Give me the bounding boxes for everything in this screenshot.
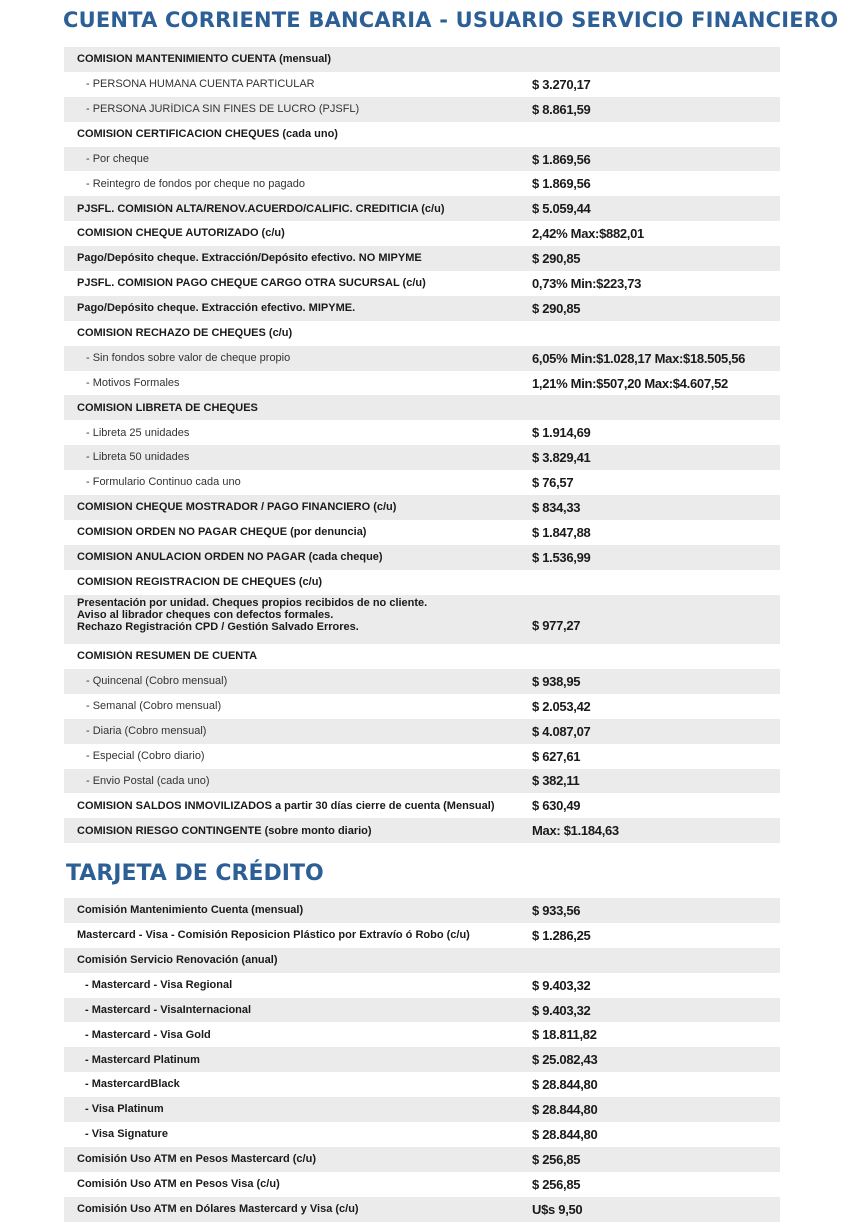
fee-row	[64, 171, 780, 196]
fee-value: 2,42% Max:$882,01	[532, 226, 644, 242]
fee-row	[64, 1197, 780, 1222]
fee-value: $ 938,95	[532, 673, 581, 689]
fee-value: $ 256,85	[532, 1151, 581, 1167]
fee-row	[64, 47, 780, 72]
fee-row	[64, 246, 780, 271]
fee-row	[64, 520, 780, 545]
fee-label: - Semanal (Cobro mensual)	[86, 700, 222, 713]
fee-label: COMISION ORDEN NO PAGAR CHEQUE (por denuncia)	[77, 526, 367, 539]
fee-value: $ 28.844,80	[532, 1126, 598, 1142]
fee-value: $ 382,11	[532, 773, 580, 789]
fee-label: Comisión Uso ATM en Dólares Mastercard y Visa (c/u)	[77, 1202, 359, 1215]
fee-label: - Mastercard Platinum	[85, 1053, 200, 1066]
fee-row	[64, 470, 780, 495]
fee-row	[64, 495, 780, 520]
fee-value: $ 1.286,25	[532, 927, 591, 943]
fee-row	[64, 719, 780, 744]
fee-label: - Libreta 50 unidades	[86, 451, 190, 464]
fee-row	[64, 346, 780, 371]
fee-row	[64, 769, 780, 794]
section-title-cuenta-corriente: CUENTA CORRIENTE BANCARIA - USUARIO SERVICIO FINANCIERO	[63, 8, 839, 32]
fee-value: $ 28.844,80	[532, 1102, 598, 1118]
fee-row	[64, 271, 780, 296]
fee-label: - Mastercard - Visa Gold	[85, 1028, 211, 1041]
fee-label: - Mastercard - Visa Regional	[85, 978, 233, 991]
fee-label: - Sin fondos sobre valor de cheque propio	[86, 351, 291, 364]
fee-value: $ 2.053,42	[532, 698, 591, 714]
fee-label: COMISIÓN RESUMEN DE CUENTA	[77, 650, 258, 663]
fee-label: - Envio Postal (cada uno)	[86, 774, 210, 787]
fee-label: - Motivos Formales	[86, 376, 180, 389]
fee-row	[64, 744, 780, 769]
fee-label: - Visa Platinum	[85, 1103, 164, 1116]
fee-row	[64, 445, 780, 470]
fee-label: - Formulario Continuo cada uno	[86, 476, 241, 489]
fee-label: Comisión Uso ATM en Pesos Visa (c/u)	[77, 1178, 280, 1191]
fee-label: - MastercardBlack	[85, 1078, 180, 1091]
fee-label: COMISION ANULACION ORDEN NO PAGAR (cada cheque)	[77, 551, 383, 564]
fee-value: $ 1.869,56	[532, 176, 591, 192]
fee-row	[64, 72, 780, 97]
fee-value: $ 9.403,32	[532, 1002, 591, 1018]
fee-row	[64, 122, 780, 147]
fee-value: $ 4.087,07	[532, 723, 591, 739]
fee-value: $ 1.914,69	[532, 425, 591, 441]
fee-row	[64, 395, 780, 420]
fee-value: $ 1.869,56	[532, 151, 591, 167]
fee-row	[64, 371, 780, 396]
fee-label: - Mastercard - VisaInternacional	[85, 1003, 252, 1016]
fee-row	[64, 898, 780, 923]
fee-label: Mastercard - Visa - Comisión Reposicion Plástico por Extravío ó Robo (c/u)	[77, 929, 470, 942]
fee-label: Presentación por unidad. Cheques propios recibidos de no cliente. Aviso al librador cheques con defectos formales. Rechazo Registración CPD / Gestión Salvado Errores.	[77, 596, 428, 634]
fee-label: Comisión Uso ATM en Pesos Mastercard (c/u)	[77, 1153, 316, 1166]
fee-value: 0,73% Min:$223,73	[532, 275, 642, 291]
fee-value: 6,05% Min:$1.028,17 Max:$18.505,56	[532, 350, 746, 366]
fee-label: COMISION MANTENIMIENTO CUENTA (mensual)	[77, 53, 332, 66]
fee-value: 1,21% Min:$507,20 Max:$4.607,52	[532, 375, 728, 391]
fee-label: Pago/Depósito cheque. Extracción efectivo. MIPYME.	[77, 302, 356, 315]
fee-label: PJSFL. COMISION PAGO CHEQUE CARGO OTRA SUCURSAL (c/u)	[77, 277, 426, 290]
fee-row	[64, 1072, 780, 1097]
fee-row	[64, 1047, 780, 1072]
fee-row	[64, 570, 780, 595]
fee-label: COMISION CERTIFICACION CHEQUES (cada uno)	[77, 127, 338, 140]
fee-value: $ 18.811,82	[532, 1027, 597, 1043]
fee-row	[64, 147, 780, 172]
fee-row	[64, 1147, 780, 1172]
fee-row	[64, 1022, 780, 1047]
fee-value: Max: $1.184,63	[532, 823, 619, 839]
fee-label: Comisión Mantenimiento Cuenta (mensual)	[77, 904, 304, 917]
fee-row	[64, 221, 780, 246]
fee-value: $ 76,57	[532, 475, 574, 491]
fee-label: - Especial (Cobro diario)	[86, 749, 205, 762]
fee-value: $ 8.861,59	[532, 101, 591, 117]
fee-label: COMISION SALDOS INMOVILIZADOS a partir 30 días cierre de cuenta (Mensual)	[77, 799, 495, 812]
fee-label: - Diaria (Cobro mensual)	[86, 725, 207, 737]
fee-value: $ 1.536,99	[532, 549, 591, 565]
fee-row	[64, 793, 780, 818]
fee-row	[64, 196, 780, 221]
fee-value: $ 834,33	[532, 499, 581, 515]
fee-value: $ 627,61	[532, 748, 581, 764]
fee-value: $ 256,85	[532, 1176, 581, 1192]
fee-value: $ 25.082,43	[532, 1052, 598, 1068]
fee-value: $ 630,49	[532, 798, 581, 814]
fee-row	[64, 420, 780, 445]
fee-row	[64, 694, 780, 719]
fee-row	[64, 948, 780, 973]
fee-label: - Por cheque	[86, 152, 149, 165]
fee-value: $ 5.059,44	[532, 201, 591, 217]
fee-label: - Reintegro de fondos por cheque no pagado	[86, 177, 305, 190]
fee-label: Comisión Servicio Renovación (anual)	[77, 954, 278, 967]
fee-label: COMISION REGISTRACION DE CHEQUES (c/u)	[77, 575, 323, 588]
fee-value: $ 1.847,88	[532, 524, 591, 540]
fee-label: COMISION LIBRETA DE CHEQUES	[77, 401, 258, 414]
fee-row	[64, 1172, 780, 1197]
fee-label: COMISION CHEQUE AUTORIZADO (c/u)	[77, 227, 285, 240]
fee-row	[64, 818, 780, 843]
fee-row	[64, 1122, 780, 1147]
fee-value: $ 290,85	[532, 300, 581, 316]
fee-label: COMISION CHEQUE MOSTRADOR / PAGO FINANCIERO (c/u)	[77, 501, 397, 514]
fee-row	[64, 973, 780, 998]
fee-label: - Libreta 25 unidades	[86, 426, 190, 439]
fee-value: $ 977,27	[532, 617, 581, 633]
fee-row	[64, 669, 780, 694]
fee-label: COMISION RECHAZO DE CHEQUES (c/u)	[77, 327, 293, 340]
fee-row	[64, 1097, 780, 1122]
fee-label: - Quincenal (Cobro mensual)	[86, 675, 228, 688]
fee-row	[64, 644, 780, 669]
fee-value: U$s 9,50	[532, 1201, 583, 1217]
fees-table-cuenta-corriente	[64, 47, 780, 843]
fee-row	[64, 97, 780, 122]
fee-row	[64, 923, 780, 948]
fee-label: - PERSONA HUMANA CUENTA PARTICULAR	[86, 78, 315, 91]
fees-table-tarjeta-credito	[64, 898, 780, 1222]
fee-label: Pago/Depósito cheque. Extracción/Depósito efectivo. NO MIPYME	[77, 252, 422, 265]
fee-value: $ 9.403,32	[532, 977, 591, 993]
fee-value: $ 3.270,17	[532, 76, 591, 92]
section-title-tarjeta-credito: TARJETA DE CRÉDITO	[66, 861, 324, 886]
fee-value: $ 933,56	[532, 902, 581, 918]
fee-row	[64, 545, 780, 570]
fee-row	[64, 321, 780, 346]
fee-label: PJSFL. COMISIÓN ALTA/RENOV.ACUERDO/CALIFIC. CREDITICIA (c/u)	[77, 202, 445, 215]
fee-value: $ 3.829,41	[532, 450, 591, 466]
fee-row	[64, 296, 780, 321]
fee-row	[64, 595, 780, 645]
fee-value: $ 290,85	[532, 251, 581, 267]
fee-row	[64, 998, 780, 1023]
fee-label: - Visa Signature	[85, 1128, 168, 1141]
fee-value: $ 28.844,80	[532, 1077, 598, 1093]
fee-label: COMISION RIESGO CONTINGENTE (sobre monto diario)	[77, 824, 372, 837]
fee-label: - PERSONA JURÍDICA SIN FINES DE LUCRO (PJSFL)	[86, 103, 360, 116]
